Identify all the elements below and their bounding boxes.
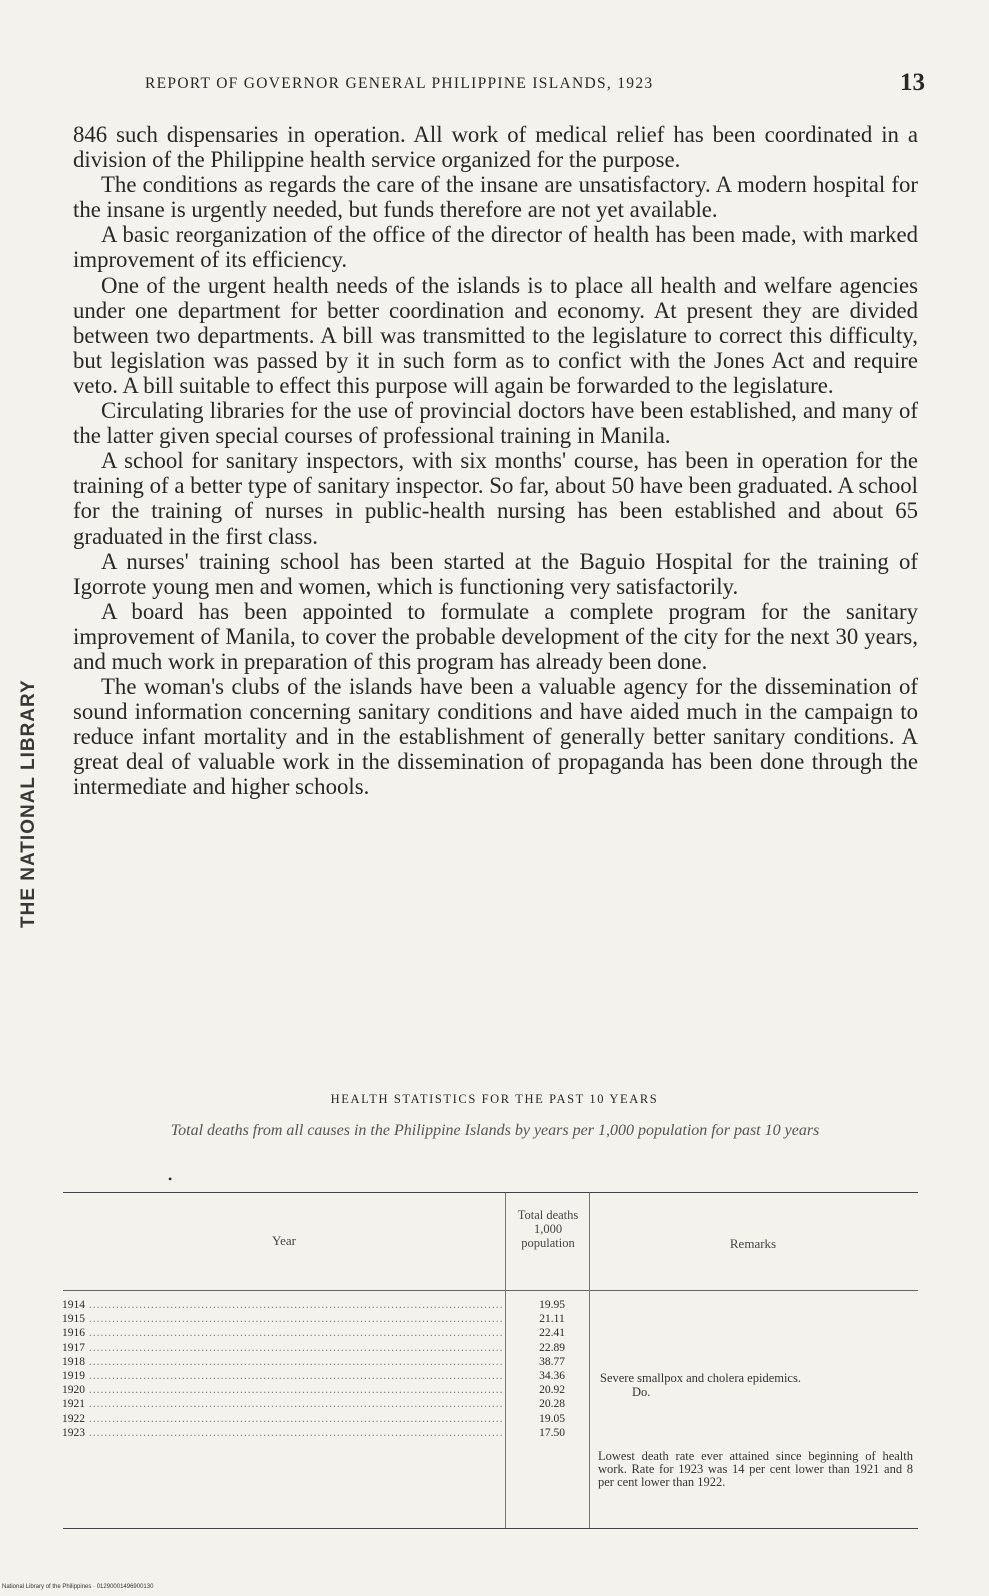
paragraph: A basic reorganization of the office of the director of health has been made, with marked improvement of its efficiency. [73, 222, 918, 273]
table-row-year: 1919 ..... [62, 1369, 502, 1383]
table-row-year: 1922 ..... [62, 1412, 502, 1426]
table-row-rate: 21.11 [539, 1313, 565, 1326]
paragraph: The conditions as regards the care of the insane are unsatisfactory. A modern hospital for the insane is urgently needed, but funds therefore are not yet available. [73, 172, 918, 223]
table-row-rate: 19.95 [539, 1299, 565, 1311]
remark-1923: Lowest death rate ever attained since beginning of health work. Rate for 1923 was 14 per cent lower than 1921 and 8 per cent lower than 1922. [598, 1449, 913, 1489]
header-year: Year [272, 1233, 296, 1248]
table-row-year: 1920 ..... [62, 1383, 502, 1397]
table-row-year: 1921 ..... [62, 1397, 502, 1411]
year-column [62, 1298, 502, 1440]
table-caption: Total deaths from all causes in the Philippine Islands by years per 1,000 population for past 10 years [170, 1122, 820, 1139]
table-row-year: 1917 ..... [62, 1341, 502, 1355]
table-row-rate: 20.28 [539, 1398, 565, 1411]
table-row-year: 1918 ..... [62, 1355, 502, 1369]
column-divider [505, 1193, 506, 1528]
table-row-rate: 17.50 [539, 1426, 565, 1439]
remark-1919: Do. [632, 1385, 651, 1399]
running-title: REPORT OF GOVERNOR GENERAL PHILIPPINE ISLANDS, 1923 [145, 75, 654, 92]
column-divider [589, 1193, 590, 1528]
section-heading: HEALTH STATISTICS FOR THE PAST 10 YEARS [330, 1092, 659, 1106]
table-row-year: 1914 ..... [62, 1298, 502, 1312]
header-remarks: Remarks [729, 1236, 777, 1251]
library-side-stamp: THE NATIONAL LIBRARY [18, 679, 39, 928]
table-row-rate: 19.05 [539, 1412, 565, 1425]
remark-1918: Severe smallpox and cholera epidemics. [600, 1371, 801, 1385]
table-row-rate: 34.36 [539, 1370, 565, 1383]
paragraph: Circulating libraries for the use of provincial doctors have been established, and many of the latter given special courses of professional training in Manila. [73, 398, 918, 449]
paragraph: 846 such dispensaries in operation. All work of medical relief has been coordinated in a division of the Philippine health service organized for the purpose. [73, 122, 918, 173]
page-number: 13 [900, 69, 925, 96]
table-row-rate: 38.77 [539, 1355, 565, 1368]
header-total-deaths: Total deaths 1,000 population [517, 1208, 579, 1250]
paragraph: A board has been appointed to formulate a complete program for the sanitary improvement of Manila, to cover the probable development of the city for the next 30 years, and much work in preparation of this program has already been done. [73, 598, 918, 674]
body-text [73, 122, 918, 800]
table-row-rate: 20.92 [539, 1384, 565, 1397]
table-row-rate: 22.89 [539, 1341, 565, 1354]
table-row-year: 1915 ..... [62, 1312, 502, 1326]
stray-mark: • [168, 1172, 173, 1186]
scan-footer-note: National Library of the Philippines · 01290001496900130 [2, 1584, 154, 1590]
table-header-rule [63, 1290, 918, 1291]
table-row-rate: 22.41 [539, 1327, 565, 1340]
paragraph: One of the urgent health needs of the islands is to place all health and welfare agencies under one department for better coordination and economy. At present they are divided between two departments. A bill was transmitted to the legislature to correct this difficulty, but legislation was passed by it in such form as to confict with the Jones Act and require veto. A bill suitable to effect this purpose will again be forwarded to the legislature. [73, 272, 918, 398]
paragraph: A school for sanitary inspectors, with six months' course, has been in operation for the training of a better type of sanitary inspector. So far, about 50 have been graduated. A school for the training of nurses in public-health nursing has been established and about 65 graduated in the first class. [73, 448, 918, 549]
rate-column [517, 1298, 587, 1440]
paragraph: The woman's clubs of the islands have been a valuable agency for the dissemination of sound information concerning sanitary conditions and have aided much in the campaign to reduce infant mortality and in the establishment of generally better sanitary conditions. A great deal of valuable work in the dissemination of propaganda has been done through the intermediate and higher schools. [73, 674, 918, 800]
paragraph: A nurses' training school has been started at the Baguio Hospital for the training of Igorrote young men and women, which is functioning very satisfactorily. [73, 548, 918, 599]
page-header [145, 69, 925, 96]
table-row-year: 1923 ..... [62, 1426, 502, 1440]
table-row-year: 1916 ..... [62, 1326, 502, 1340]
table-bottom-rule [63, 1528, 918, 1529]
table-top-rule [63, 1192, 918, 1193]
